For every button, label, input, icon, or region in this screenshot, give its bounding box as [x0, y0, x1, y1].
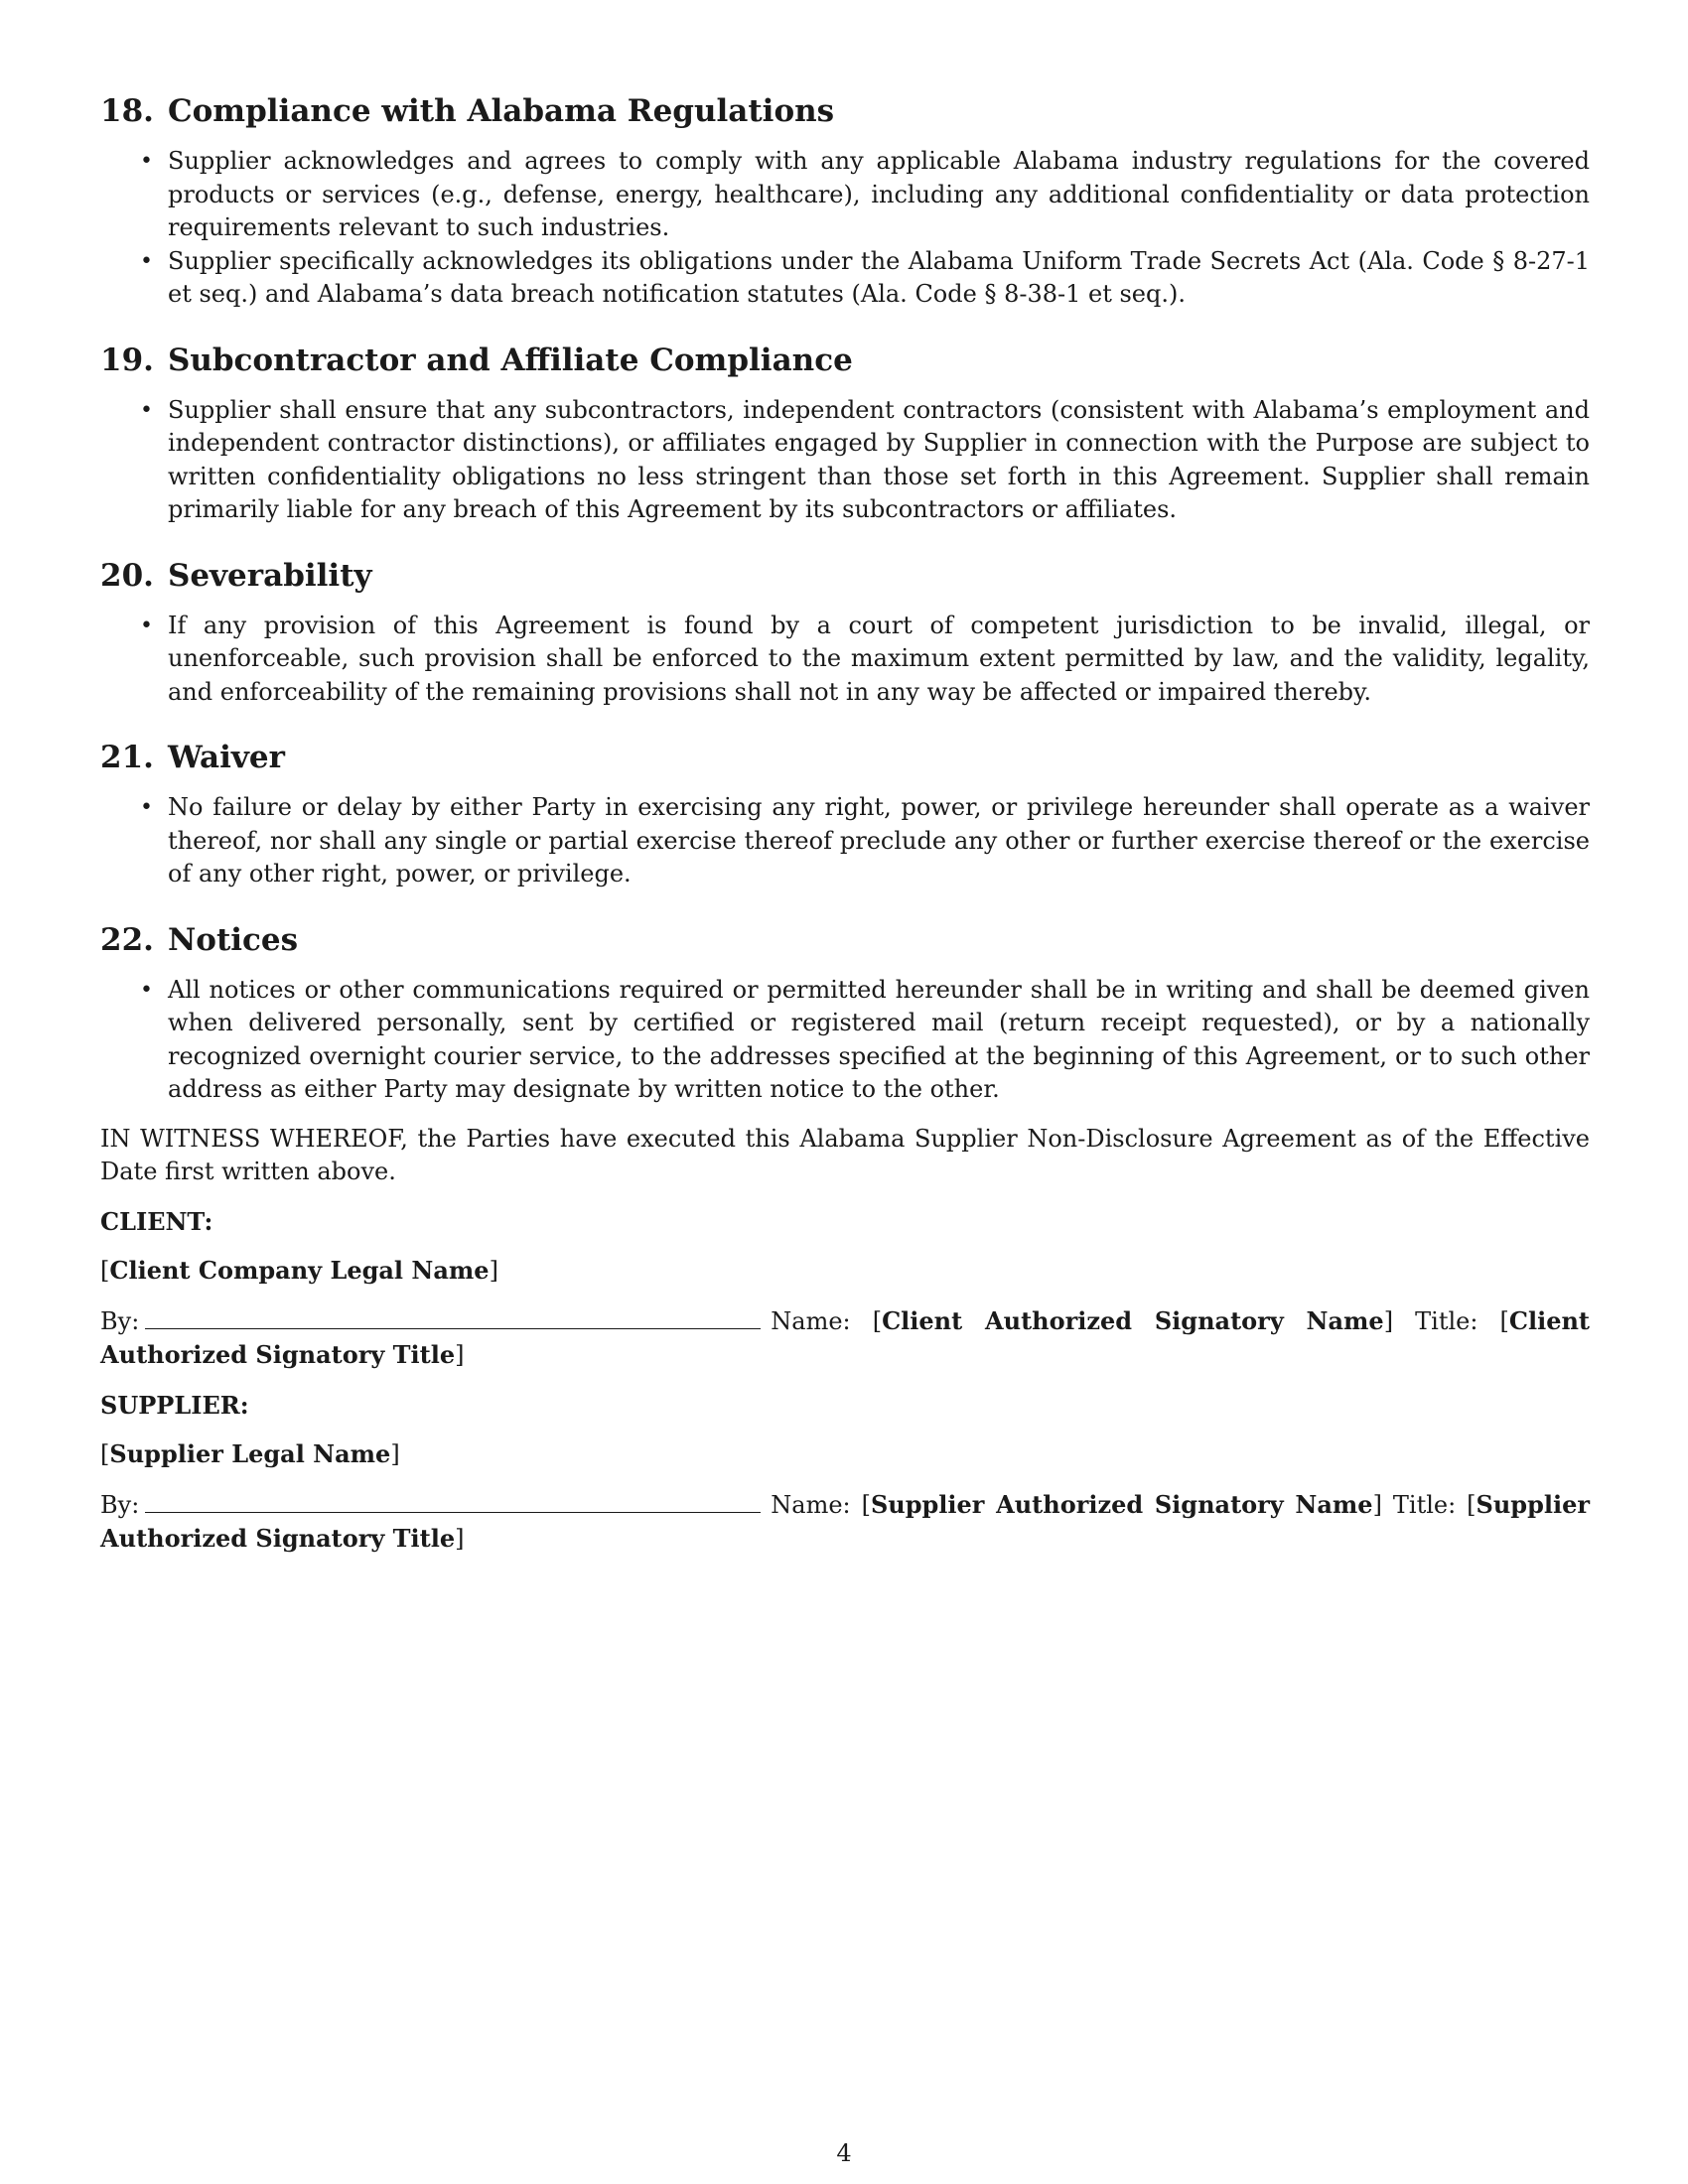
client-signatory-name: Client Authorized Signatory Name [882, 1305, 1384, 1335]
bullet-icon: • [140, 795, 153, 820]
section-number: 19. [100, 341, 154, 378]
name-label: Name: [771, 1490, 851, 1519]
bullet-list [100, 610, 1590, 710]
list-item-text: No failure or delay by either Party in exercising any right, power, or privilege hereunder shall operate as a waiver thereof, nor shall any single or partial exercise thereof preclude any other or further exercise thereof or the exercise of any other right, power, or privilege. [168, 793, 1590, 887]
list-item-text: Supplier acknowledges and agrees to comply with any applicable Alabama industry regulations for the covered products or services (e.g., defense, energy, healthcare), including any additional confidentiality or data protection requirements relevant to such industries. [168, 147, 1590, 241]
title-label: Title: [1415, 1306, 1478, 1335]
section-21 [100, 738, 1590, 891]
section-title: Notices [167, 921, 299, 958]
supplier-company-name: [Supplier Legal Name] [100, 1439, 400, 1468]
bullet-list [100, 394, 1590, 527]
section-number: 21. [100, 740, 154, 775]
section-heading [100, 556, 1590, 596]
bullet-icon: • [140, 248, 153, 274]
by-label: By: [100, 1306, 140, 1335]
supplier-heading: SUPPLIER: [100, 1390, 249, 1420]
section-title: Subcontractor and Affiliate Compliance [167, 341, 853, 378]
supplier-signatory-name: Supplier Authorized Signatory Name [870, 1489, 1373, 1519]
bullet-list [100, 791, 1590, 891]
list-item [100, 145, 1590, 245]
client-company-name: [Client Company Legal Name] [100, 1256, 498, 1285]
bullet-list [100, 145, 1590, 312]
by-label: By: [100, 1490, 140, 1519]
section-heading [100, 738, 1590, 777]
section-number: 20. [100, 557, 154, 594]
section-heading [100, 920, 1590, 960]
section-title: Waiver [167, 740, 285, 775]
bullet-icon: • [140, 149, 153, 174]
bullet-list [100, 974, 1590, 1107]
name-label: Name: [771, 1306, 851, 1335]
section-number: 22. [100, 921, 154, 958]
list-item [100, 791, 1590, 891]
title-label: Title: [1392, 1490, 1457, 1519]
section-title: Compliance with Alabama Regulations [167, 93, 835, 129]
supplier-signatory-title: Supplier Authorized Signatory Title [100, 1489, 1590, 1553]
section-heading [100, 91, 1590, 131]
section-heading [100, 341, 1590, 380]
client-signatory-title: Client Authorized Signatory Title [100, 1305, 1591, 1369]
supplier-signature-field[interactable] [145, 1490, 761, 1513]
list-item-text: Supplier specifically acknowledges its obligations under the Alabama Uniform Trade Secrets Act (Ala. Code § 8-27-1 et seq.) and Alabama’s data breach notification statutes (Ala. Code § 8-38-1 et seq.). [168, 246, 1590, 308]
list-item-text: All notices or other communications required or permitted hereunder shall be in writing and shall be deemed given when delivered personally, sent by certified or registered mail (return receipt requested), or by a nationally recognized overnight courier service, to the addresses specified at the beginning of this Agreement, or to such other address as either Party may designate by written notice to the other. [168, 975, 1590, 1103]
section-19 [100, 341, 1590, 527]
bullet-icon: • [140, 613, 153, 638]
supplier-signature-line: By: Name: [Supplier Authorized Signatory Name] Title: [Supplier Authorized Signatory Title] [100, 1489, 1590, 1553]
list-item [100, 610, 1590, 710]
section-20 [100, 556, 1590, 710]
list-item [100, 245, 1590, 312]
section-18 [100, 91, 1590, 312]
client-signature-line: By: Name: [Client Authorized Signatory Name] Title: [Client Authorized Signatory Title] [100, 1305, 1591, 1369]
witness-paragraph: IN WITNESS WHEREOF, the Parties have executed this Alabama Supplier Non-Disclosure Agreement as of the Effective Date first written above. [100, 1124, 1590, 1185]
section-22 [100, 920, 1590, 1107]
document-page [100, 91, 1590, 1572]
list-item [100, 974, 1590, 1107]
supplier-company-text: Supplier Legal Name [109, 1439, 391, 1468]
client-signature-field[interactable] [145, 1306, 761, 1329]
client-heading: CLIENT: [100, 1206, 213, 1236]
section-number: 18. [100, 93, 154, 129]
bullet-icon: • [140, 397, 153, 423]
section-title: Severability [167, 557, 372, 594]
bullet-icon: • [140, 977, 153, 1003]
list-item-text: Supplier shall ensure that any subcontractors, independent contractors (consistent with Alabama’s employment and independent contractor distinctions), or affiliates engaged by Supplier in connection with the Purpose are subject to written confidentiality obligations no less stringent than those set forth in this Agreement. Supplier shall remain primarily liable for any breach of this Agreement by its subcontractors or affiliates. [168, 395, 1590, 523]
list-item [100, 394, 1590, 527]
list-item-text: If any provision of this Agreement is found by a court of competent jurisdiction to be invalid, illegal, or unenforceable, such provision shall be enforced to the maximum extent permitted by law, and the validity, legality, and enforceability of the remaining provisions shall not in any way be affected or impaired thereby. [168, 611, 1590, 706]
client-company-text: Client Company Legal Name [109, 1256, 490, 1285]
page-number: 4 [836, 2139, 852, 2167]
